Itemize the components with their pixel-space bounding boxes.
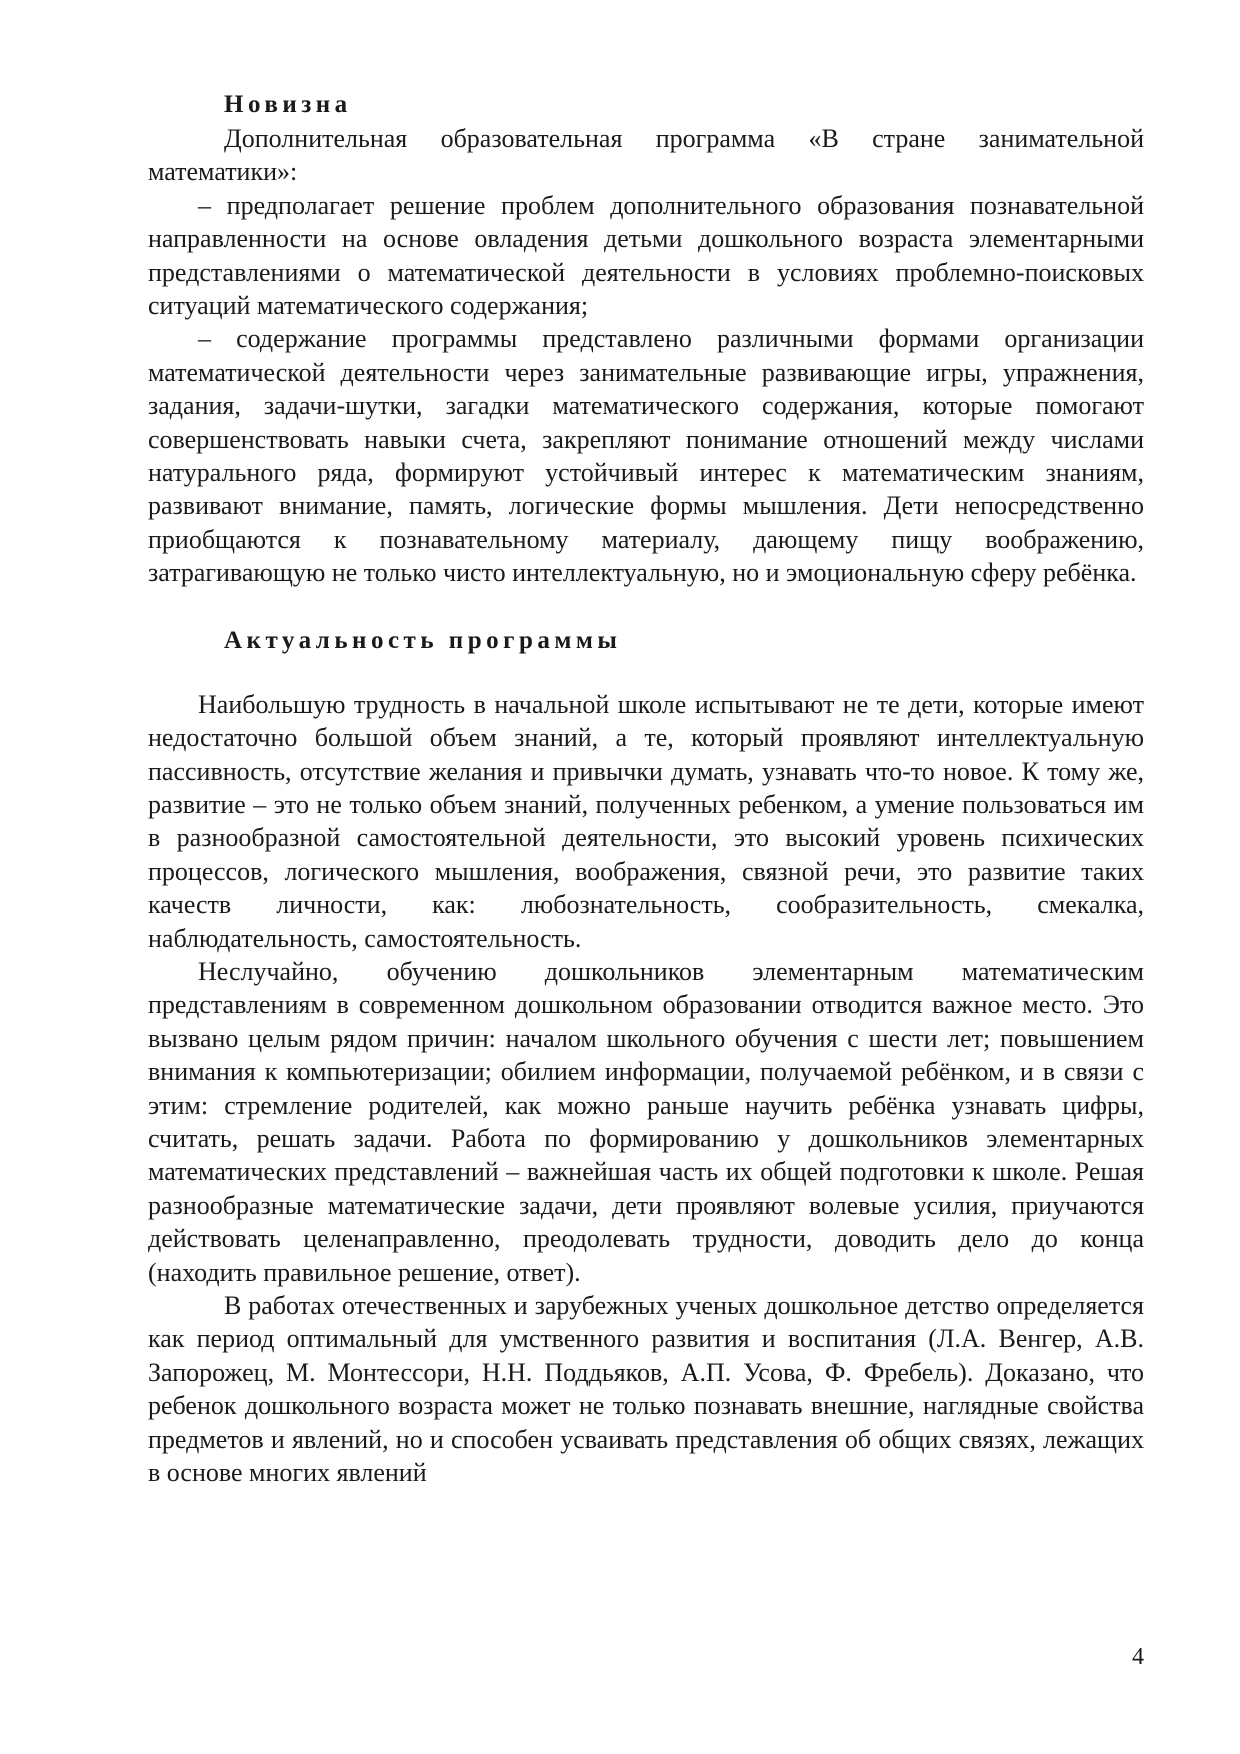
- paragraph-relevance-2: Неслучайно, обучению дошкольников элементарным математическим представлениям в современном дошкольном образовании отводится важное место. Это вызвано целым рядом причин: началом школьного обучения с шести лет; повышением внимания к компьютеризации; обилием информации, получаемой ребёнком, и в связи с этим: стремление родителей, как можно раньше научить ребёнка узнавать цифры, считать, решать задачи. Работа по формированию у дошкольников элементарных математических представлений – важнейшая часть их общей подготовки к школе. Решая разнообразные математические задачи, дети проявляют волевые усилия, приучаются действовать целенаправленно, преодолевать трудности, доводить дело до конца (находить правильное решение, ответ).: [148, 956, 1144, 1287]
- page-number: 4: [1132, 1644, 1144, 1670]
- paragraph-novelty-point-1: – предполагает решение проблем дополнительного образования познавательной направленности на основе овладения детьми дошкольного возраста элементарными представлениями о математической деятельности в условиях проблемно-поисковых ситуаций математического содержания;: [148, 190, 1144, 321]
- paragraph-relevance-1: Наибольшую трудность в начальной школе испытывают не те дети, которые имеют недостаточно большой объем знаний, а те, который проявляют интеллектуальную пассивность, отсутствие желания и привычки думать, узнавать что-то новое. К тому же, развитие – это не только объем знаний, полученных ребенком, а умение пользоваться им в разнообразной самостоятельной деятельности, это высокий уровень психических процессов, логического мышления, воображения, связной речи, это развитие таких качеств личности, как: любознательность, сообразительность, смекалка, наблюдательность, самостоятельность.: [148, 689, 1144, 953]
- document-page: [148, 88, 1144, 1489]
- paragraph-novelty-point-2: – содержание программы представлено различными формами организации математической деятельности через занимательные развивающие игры, упражнения, задания, задачи-шутки, загадки математического содержания, которые помогают совершенствовать навыки счета, закрепляют понимание отношений между числами натурального ряда, формируют устойчивый интерес к математическим знаниям, развивают внимание, память, логические формы мышления. Дети непосредственно приобщаются к познавательному материалу, дающему пищу воображению, затрагивающую не только чисто интеллектуальную, но и эмоциональную сферу ребёнка.: [148, 324, 1144, 588]
- section-heading-novelty: Новизна: [224, 91, 352, 118]
- paragraph-relevance-3: В работах отечественных и зарубежных ученых дошкольное детство определяется как период оптимальный для умственного развития и воспитания (Л.А. Венгер, А.В. Запорожец, М. Монтессори, Н.Н. Поддьяков, А.П. Усова, Ф. Фребель). Доказано, что ребенок дошкольного возраста может не только познавать внешние, наглядные свойства предметов и явлений, но и способен усваивать представления об общих связях, лежащих в основе многих явлений: [148, 1291, 1144, 1488]
- section-heading-relevance: Актуальность программы: [224, 626, 622, 654]
- paragraph-program-intro: Дополнительная образовательная программа «В стране занимательной математики»:: [148, 124, 1144, 187]
